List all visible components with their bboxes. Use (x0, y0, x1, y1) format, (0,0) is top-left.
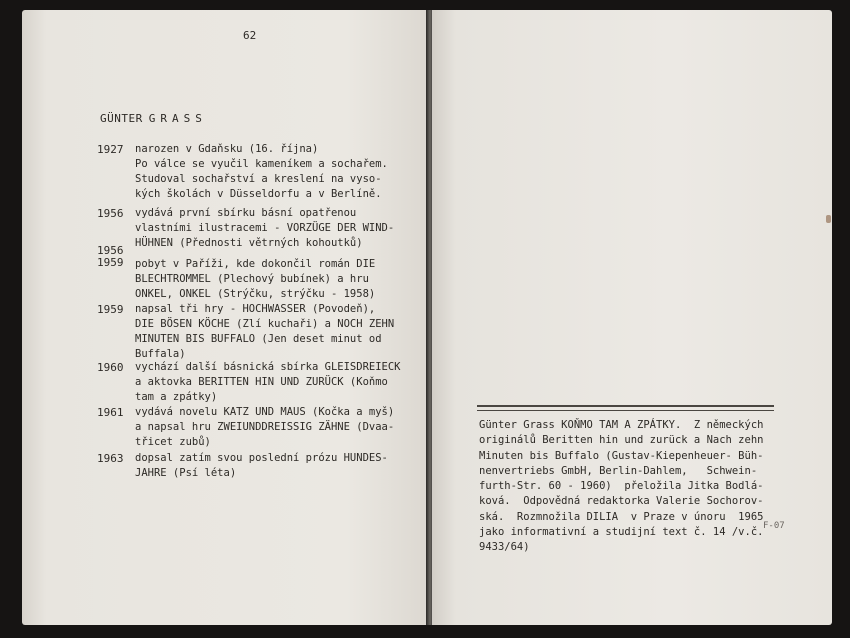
imprint-rule (477, 410, 774, 411)
entry-text: narozen v Gdaňsku (16. října) Po válce se vyučil kameníkem a sochařem. Studoval sochařství a kreslení na vyso- kých školách v Düsseldorfu a v Berlíně. (135, 143, 388, 200)
paper-stain (826, 215, 831, 223)
entry-year: 1960 (97, 361, 124, 374)
entry-text: pobyt v Paříži, kde dokončil román DIE BLECHTROMMEL (Plechový bubínek) a hru ONKEL, ONKEL (Strýčku, strýčku - 1958) (135, 258, 376, 300)
author-heading (100, 112, 207, 125)
entry-year: 1963 (97, 452, 124, 465)
catalog-stamp: F-07 (763, 521, 785, 531)
author-last-name: GRASS (148, 112, 207, 125)
colophon-text: Günter Grass KOŇMO TAM A ZPÁTKY. Z německých originálů Beritten hin und zurück a Nach zehn Minuten bis Buffalo (Gustav-Kiepenheuer- Büh- nenvertriebs GmbH, Berlin-Dahlem, Schwein- furth-Str. 60 - 1960) přeložila Jitka Bodlá- ková. Odpovědná redaktorka Valerie Sochorov- ská. Rozmnožila DILIA v Praze v únoru 1965 jako informativní a studijní text č. 14 /v.č. 9433/64) (479, 419, 764, 554)
entry-year: 1927 (97, 143, 124, 156)
imprint-rule (477, 405, 774, 407)
entry-text: vychází další básnická sbírka GLEISDREIECK a aktovka BERITTEN HIN UND ZURÜCK (Koňmo tam a zpátky) (135, 361, 401, 403)
entry-text: vydává první sbírku básní opatřenou vlastními ilustracemi - VORZÜGE DER WIND- HÜHNEN (Přednosti větrných kohoutků) (135, 207, 395, 249)
entry-year: 1956 1959 (97, 244, 124, 269)
entry-year: 1956 (97, 207, 124, 220)
author-first-name: GÜNTER (100, 112, 143, 125)
entry-year: 1961 (97, 406, 124, 419)
entry-text: napsal tři hry - HOCHWASSER (Povodeň), DIE BÖSEN KÖCHE (Zlí kuchaři) a NOCH ZEHN MINUTEN BIS BUFFALO (Jen deset minut od Buffala) (135, 303, 395, 360)
page-number: 62 (243, 29, 257, 42)
entry-text: vydává novelu KATZ UND MAUS (Kočka a myš) a napsal hru ZWEIUNDDREISSIG ZÄHNE (Dvaa- třicet zubů) (135, 406, 395, 448)
entry-year: 1959 (97, 303, 124, 316)
entry-text: dopsal zatím svou poslední prózu HUNDES- JAHRE (Psí léta) (135, 452, 388, 479)
